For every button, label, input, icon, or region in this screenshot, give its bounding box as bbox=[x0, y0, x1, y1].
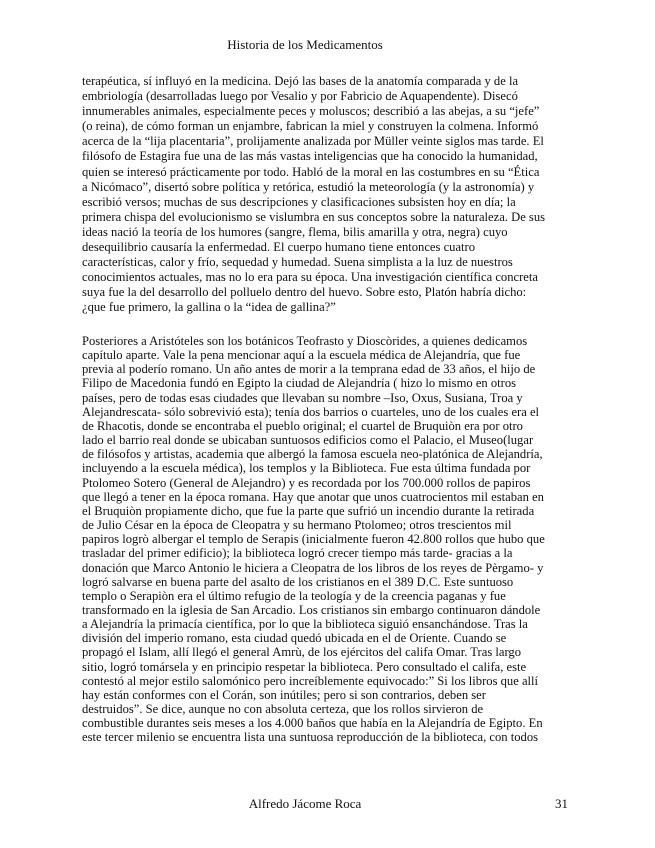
text-line: (o reina), de cómo forman un enjambre, fabrican la miel y construyen la colmena. Informó bbox=[82, 119, 539, 134]
text-line: división del imperio romano, esta ciudad quedó ubicada en el de Oriente. Cuando se bbox=[82, 631, 507, 646]
text-line: escribió versos; muchas de sus descripciones y clasificaciones subsisten hoy en día; la bbox=[82, 194, 516, 209]
text-line: primera chispa del evolucionismo se vislumbra en sus conceptos sobre la naturaleza. De sus bbox=[82, 209, 546, 224]
text-line: conocimientos actuales, mas no lo era para su época. Una investigación científica concreta bbox=[82, 270, 538, 285]
text-line: contestó al mejor estilo salomónico pero increíblemente equivocado:” Si los libros que allí bbox=[82, 673, 539, 688]
text-line: logró salvarse en buena parte del asalto de los cristianos en el 389 D.C. Este suntuoso bbox=[82, 574, 514, 589]
text-line: a Nicómaco”, disertó sobre política y retórica, estudió la meteorología (y la astronomía) y bbox=[82, 179, 535, 194]
text-line: Filipo de Macedonia fundó en Egipto la ciudad de Alejandría ( hizo lo mismo en otros bbox=[82, 376, 517, 391]
text-line: donación que Marco Antonio le hiciera a Cleopatra de los libros de los reyes de Pèrgamo- y bbox=[82, 560, 544, 575]
text-line: previa al poderío romano. Un año antes de morir a la temprana edad de 33 años, el hijo de bbox=[82, 362, 536, 377]
text-line: trasladar del primer edificio); la biblioteca logró crecer tiempo más tarde- gracias a la bbox=[82, 546, 513, 561]
text-line: combustible durantes seis meses a los 4.000 baños que había en la Alejandría de Egipto. En bbox=[82, 716, 543, 731]
text-line: hay están conformes con el Corán, son inútiles; pero si son contrarios, deben ser bbox=[82, 687, 486, 702]
text-line: transformado en la iglesia de San Arcadio. Los cristianos sin embargo continuaron dándole bbox=[82, 602, 541, 617]
text-line: capítulo aparte. Vale la pena mencionar aquí a la escuela médica de Alejandría, que fue bbox=[82, 348, 521, 363]
text-line: el Bruquiòn propiamente dicho, que fue la parte que sufrió un incendio durante la retirada bbox=[82, 503, 535, 518]
text-line: ideas nació la teoría de los humores (sangre, flema, bilis amarilla y otra, negra) cuyo bbox=[82, 224, 508, 239]
text-line: innumerables animales, especialmente peces y moluscos; describió a las abejas, a su “jefe” bbox=[82, 104, 540, 119]
footer-author: Alfredo Jácome Roca bbox=[248, 796, 362, 811]
text-line: características, calor y frío, sequedad y humedad. Suena simplista a la luz de nuestros bbox=[82, 255, 513, 270]
text-line: papiros logrò albergar el templo de Serapis (inicialmente fueron 42.800 rollos que hubo que bbox=[82, 532, 545, 547]
running-header: Historia de los Medicamentos bbox=[227, 37, 383, 52]
text-line: lado el barrio real donde se ubicaban suntuosos edificios como el Palacio, el Museo(lugar bbox=[82, 433, 534, 448]
text-line: Posteriores a Aristóteles son los botánicos Teofrasto y Dioscòrides, a quienes dedicamos bbox=[82, 334, 528, 348]
text-line: Ptolomeo Sotero (General de Alejandro) y es recordada por los 700.000 rollos de papiros bbox=[82, 475, 531, 490]
text-line: quien se interesó prácticamente por todo. Habló de la moral en las costumbres en su “Ética bbox=[82, 164, 540, 179]
text-line: de Julio César en la época de Cleopatra y su hermano Ptolomeo; otros trescientos mil bbox=[82, 518, 512, 533]
text-line: sitio, logró tomársela y en principio respetar la biblioteca. Pero consultado el califa, este bbox=[82, 659, 527, 674]
text-line: desequilibrio causaría la enfermedad. El cuerpo humano tiene entonces cuatro bbox=[82, 240, 476, 255]
text-line: acerca de la “lija placentaria”, prolijamente analizada por Müller veinte siglos mas tarde. El bbox=[82, 134, 544, 149]
text-line: a Alejandría la primacía científica, por lo que la biblioteca siguió ensanchándose. Tras la bbox=[82, 617, 528, 632]
text-line: Alejandrescata- sólo sobrevivió esta); tenía dos barrios o cuarteles, uno de los cuales era el bbox=[82, 404, 540, 419]
paragraph-1 bbox=[82, 74, 577, 316]
text-line: propagó el Islam, allí llegó el general Amrù, de los ejércitos del califa Omar. Tras largo bbox=[82, 645, 522, 660]
text-line: destruidos”. Se dice, aunque no con absoluta certeza, que los rollos sirvieron de bbox=[82, 702, 484, 717]
paragraph-2 bbox=[82, 334, 577, 745]
text-line: ¿que fue primero, la gallina o la “idea de gallina?” bbox=[82, 300, 336, 315]
text-line: incluyendo a la escuela médica), los templos y la Biblioteca. Fue esta última fundada por bbox=[82, 461, 531, 476]
text-line: terapéutica, sí influyó en la medicina. Dejó las bases de la anatomía comparada y de la bbox=[82, 74, 519, 88]
text-line: que llegó a tener en la época romana. Hay que anotar que unos cuatrocientos mil estaban en bbox=[82, 489, 544, 504]
text-line: de filósofos y artistas, academia que albergó la famosa escuela neo-platónica de Alejandría, bbox=[82, 447, 543, 462]
text-line: embriología (desarrolladas luego por Vesalio y por Fabricio de Aquapendente). Disecó bbox=[82, 89, 518, 104]
text-line: templo o Serapiòn era el último refugio de la teología y de la creencia paganas y fue bbox=[82, 588, 506, 603]
text-line: países, pero de todas esas ciudades que llevaban su nombre –Iso, Oxus, Susiana, Troa y bbox=[82, 390, 523, 405]
text-line: filósofo de Estagira fue una de las más vastas inteligencias que ha conocido la humanidad, bbox=[82, 149, 538, 164]
page-number: 31 bbox=[555, 796, 568, 811]
text-line: de Rhacotis, donde se encontraba el pueblo original; el cuartel de Bruquiòn era por otro bbox=[82, 418, 523, 433]
text-line: suya fue la del desarrollo del polluelo dentro del huevo. Sobre esto, Platón habría dicho: bbox=[82, 285, 527, 300]
text-line: este tercer milenio se encuentra lista una suntuosa reproducción de la biblioteca, con todos bbox=[82, 730, 539, 745]
